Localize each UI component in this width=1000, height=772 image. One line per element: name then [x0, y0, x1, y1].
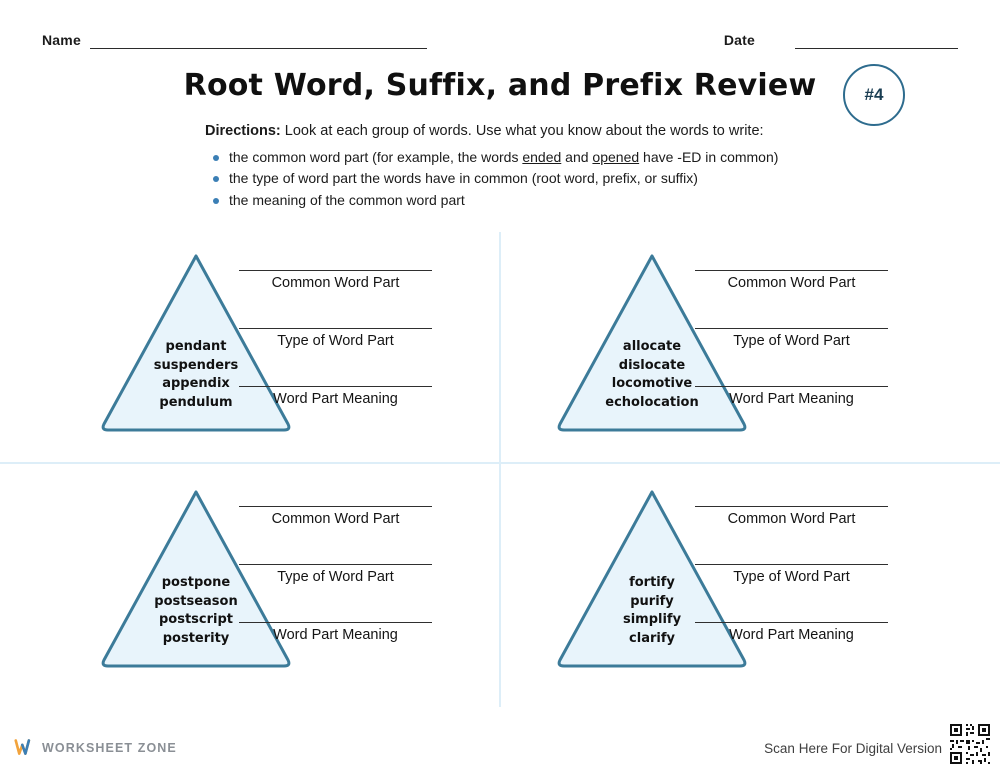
- qr-code-icon[interactable]: [948, 722, 992, 766]
- answer-row-common-2: [682, 270, 914, 328]
- answer-label: Word Part Meaning: [273, 627, 398, 643]
- answer-label: Common Word Part: [727, 511, 856, 527]
- answer-lines-3: [226, 506, 458, 680]
- answer-line[interactable]: [695, 270, 888, 271]
- answer-row-common-3: [226, 506, 458, 564]
- word: locomotive: [611, 376, 693, 392]
- word: echolocation: [605, 394, 699, 410]
- answer-label: Type of Word Part: [733, 569, 850, 585]
- answer-row-type-3: [226, 564, 458, 622]
- name-label: Name: [42, 32, 81, 48]
- directions-label: Directions:: [205, 123, 281, 139]
- list-item: the meaning of the common word part: [205, 191, 925, 210]
- answer-lines-2: [682, 270, 914, 444]
- list-item: the common word part (for example, the words ended and opened have -ED in common): [205, 148, 925, 167]
- answer-row-type-2: [682, 328, 914, 386]
- question-item-3: [14, 484, 484, 694]
- list-item: the type of word part the words have in common (root word, prefix, or suffix): [205, 169, 925, 188]
- answer-line[interactable]: [239, 270, 432, 271]
- word: postpone: [161, 575, 231, 591]
- answer-row-meaning-2: [682, 386, 914, 444]
- directions-intro: Look at each group of words. Use what you know about the words to write:: [284, 123, 764, 139]
- name-input-line[interactable]: [90, 48, 427, 49]
- word: suspenders: [153, 357, 239, 373]
- word: postscript: [158, 612, 234, 628]
- directions-bullet-list: [205, 148, 925, 211]
- answer-line[interactable]: [239, 622, 432, 623]
- answer-line[interactable]: [239, 386, 432, 387]
- answer-line[interactable]: [239, 564, 432, 565]
- page-title: Root Word, Suffix, and Prefix Review: [183, 68, 817, 103]
- answer-line[interactable]: [695, 506, 888, 507]
- answer-lines-1: [226, 270, 458, 444]
- answer-label: Common Word Part: [271, 275, 400, 291]
- word: dislocate: [618, 357, 686, 373]
- answer-row-common-4: [682, 506, 914, 564]
- answer-line[interactable]: [695, 328, 888, 329]
- horizontal-divider: [0, 462, 1000, 464]
- name-date-row: [42, 30, 958, 54]
- answer-row-meaning-4: [682, 622, 914, 680]
- question-item-4: [470, 484, 940, 694]
- directions-intro-line: [205, 122, 925, 142]
- worksheet-number-badge: #4: [843, 64, 905, 126]
- word: purify: [630, 593, 674, 609]
- logo-text: WORKSHEET ZONE: [42, 740, 177, 755]
- question-item-2: [470, 248, 940, 458]
- word: fortify: [629, 575, 675, 591]
- answer-row-meaning-1: [226, 386, 458, 444]
- answer-label: Word Part Meaning: [273, 391, 398, 407]
- answer-row-type-1: [226, 328, 458, 386]
- answer-line[interactable]: [239, 328, 432, 329]
- word: clarify: [629, 630, 675, 646]
- directions-block: [205, 122, 925, 213]
- word: simplify: [622, 612, 682, 628]
- answer-label: Common Word Part: [727, 275, 856, 291]
- word: allocate: [622, 339, 682, 355]
- answer-line[interactable]: [695, 386, 888, 387]
- answer-label: Word Part Meaning: [729, 627, 854, 643]
- word: postseason: [154, 593, 238, 609]
- answer-lines-4: [682, 506, 914, 680]
- answer-label: Word Part Meaning: [729, 391, 854, 407]
- answer-line[interactable]: [695, 622, 888, 623]
- site-logo[interactable]: [14, 737, 177, 758]
- answer-row-meaning-3: [226, 622, 458, 680]
- date-input-line[interactable]: [795, 48, 958, 49]
- word: pendant: [165, 339, 227, 355]
- question-item-1: [14, 248, 484, 458]
- word: posterity: [162, 630, 230, 646]
- answer-label: Type of Word Part: [733, 333, 850, 349]
- answer-label: Common Word Part: [271, 511, 400, 527]
- date-label: Date: [723, 32, 755, 48]
- word: appendix: [162, 376, 230, 392]
- answer-line[interactable]: [239, 506, 432, 507]
- answer-row-common-1: [226, 270, 458, 328]
- worksheet-zone-logo-icon: [14, 737, 35, 758]
- answer-label: Type of Word Part: [277, 333, 394, 349]
- scan-instruction: Scan Here For Digital Version: [764, 741, 942, 756]
- answer-row-type-4: [682, 564, 914, 622]
- word: pendulum: [159, 394, 233, 410]
- answer-line[interactable]: [695, 564, 888, 565]
- answer-label: Type of Word Part: [277, 569, 394, 585]
